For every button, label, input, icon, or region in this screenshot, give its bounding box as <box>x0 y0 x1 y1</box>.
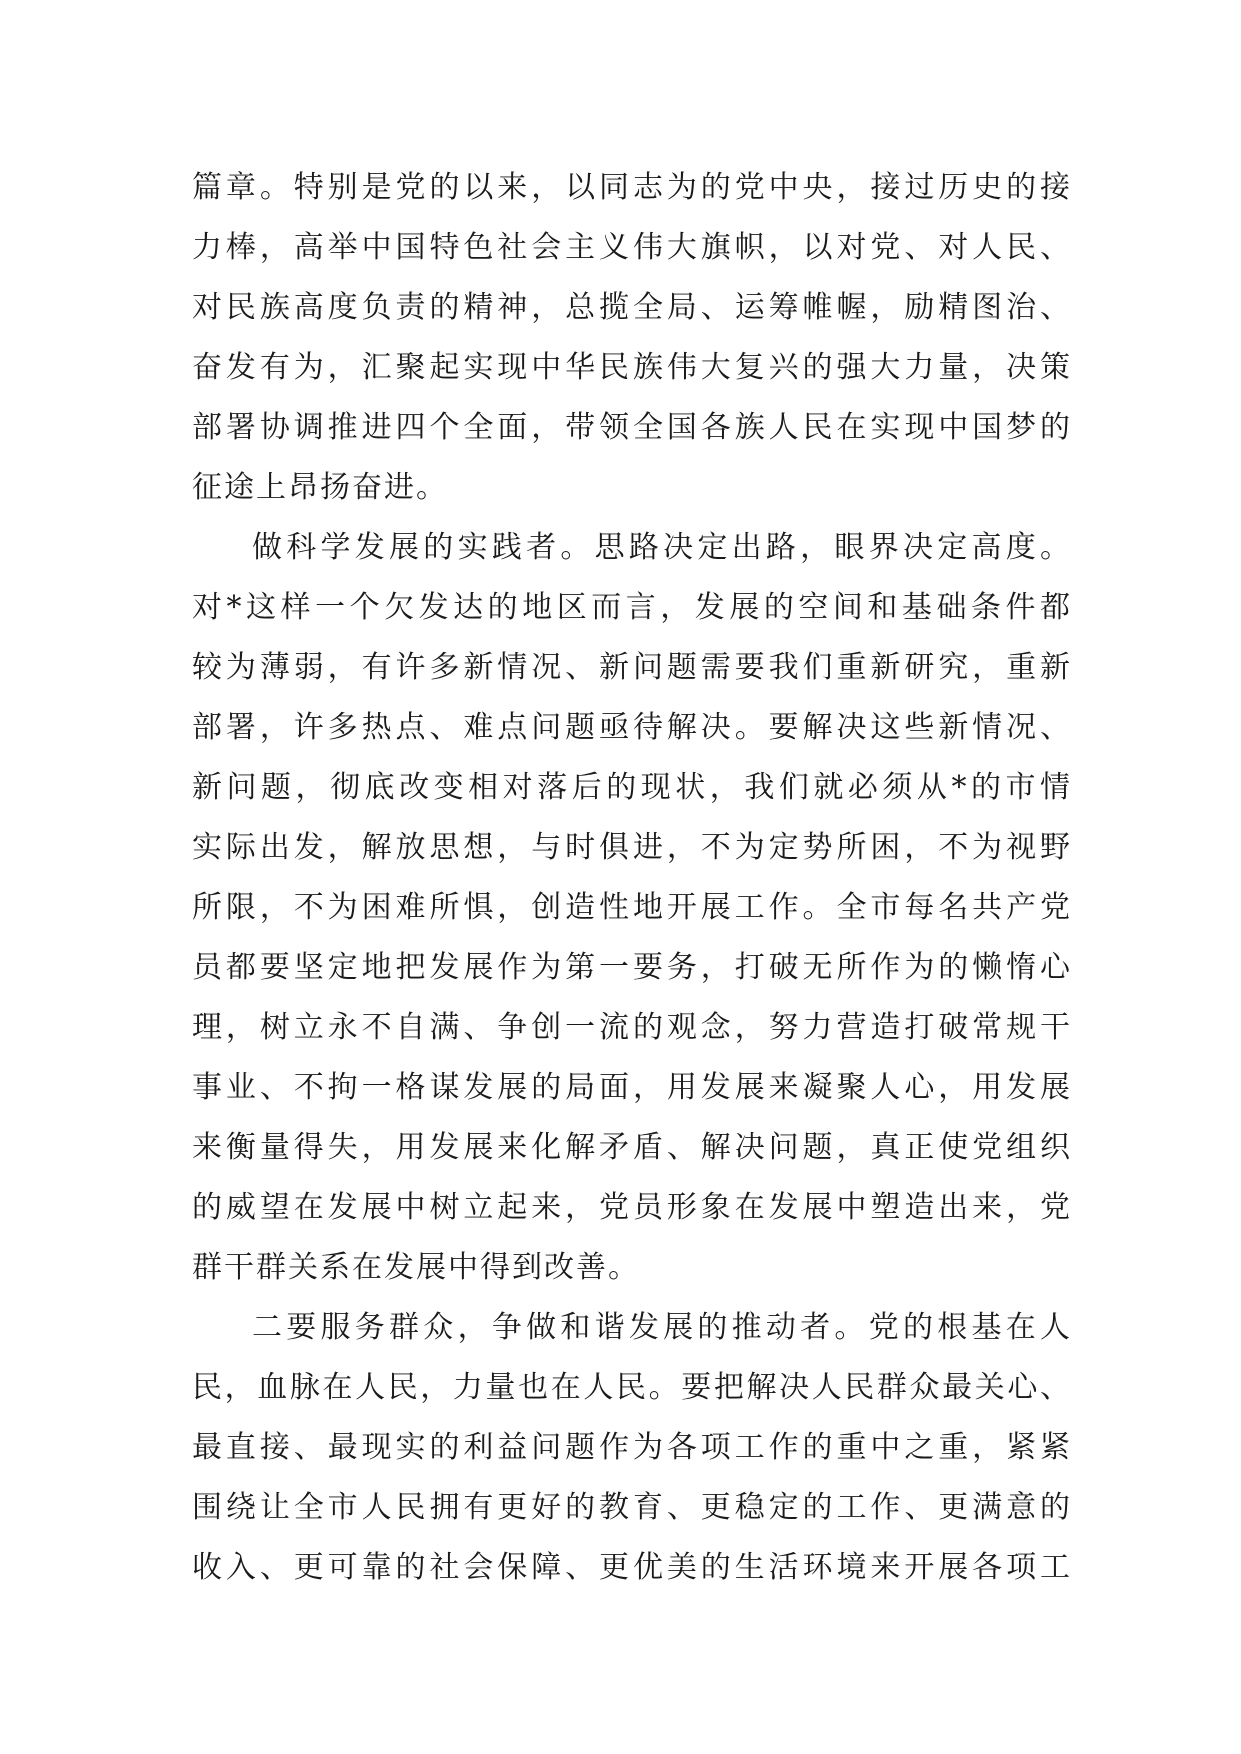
document-body <box>192 158 1072 1598</box>
paragraph-3 <box>192 1298 1072 1598</box>
text-line: 民，血脉在人民，力量也在人民。要把解决人民群众最关心、 <box>192 1370 1072 1405</box>
text-line: 理，树立永不自满、争创一流的观念，努力营造打破常规干 <box>192 1010 1072 1045</box>
text-line: 群干群关系在发展中得到改善。 <box>192 1250 640 1285</box>
text-line: 部署，许多热点、难点问题亟待解决。要解决这些新情况、 <box>192 710 1072 745</box>
text-line: 二要服务群众，争做和谐发展的推动者。党的根基在人 <box>252 1310 1072 1345</box>
text-line: 征途上昂扬奋进。 <box>192 470 448 505</box>
text-line: 力棒，高举中国特色社会主义伟大旗帜，以对党、对人民、 <box>192 230 1072 265</box>
text-line: 奋发有为，汇聚起实现中华民族伟大复兴的强大力量，决策 <box>192 350 1072 385</box>
text-line: 对民族高度负责的精神，总揽全局、运筹帷幄，励精图治、 <box>192 290 1072 325</box>
text-line: 新问题，彻底改变相对落后的现状，我们就必须从*的市情 <box>192 770 1072 805</box>
text-line: 部署协调推进四个全面，带领全国各族人民在实现中国梦的 <box>192 410 1072 445</box>
text-line: 收入、更可靠的社会保障、更优美的生活环境来开展各项工 <box>192 1550 1072 1585</box>
text-line: 实际出发，解放思想，与时俱进，不为定势所困，不为视野 <box>192 830 1072 865</box>
text-line: 员都要坚定地把发展作为第一要务，打破无所作为的懒惰心 <box>192 950 1072 985</box>
text-line: 较为薄弱，有许多新情况、新问题需要我们重新研究，重新 <box>192 650 1072 685</box>
text-line: 做科学发展的实践者。思路决定出路，眼界决定高度。 <box>252 530 1072 565</box>
text-line: 事业、不拘一格谋发展的局面，用发展来凝聚人心，用发展 <box>192 1070 1072 1105</box>
text-line: 对*这样一个欠发达的地区而言，发展的空间和基础条件都 <box>192 590 1072 625</box>
text-line: 最直接、最现实的利益问题作为各项工作的重中之重，紧紧 <box>192 1430 1072 1465</box>
text-line: 围绕让全市人民拥有更好的教育、更稳定的工作、更满意的 <box>192 1490 1072 1525</box>
text-line: 的威望在发展中树立起来，党员形象在发展中塑造出来，党 <box>192 1190 1072 1225</box>
text-line: 所限，不为困难所惧，创造性地开展工作。全市每名共产党 <box>192 890 1072 925</box>
paragraph-1 <box>192 158 1072 518</box>
text-line: 篇章。特别是党的以来，以同志为的党中央，接过历史的接 <box>192 170 1072 205</box>
text-line: 来衡量得失，用发展来化解矛盾、解决问题，真正使党组织 <box>192 1130 1072 1165</box>
paragraph-2 <box>192 518 1072 1298</box>
